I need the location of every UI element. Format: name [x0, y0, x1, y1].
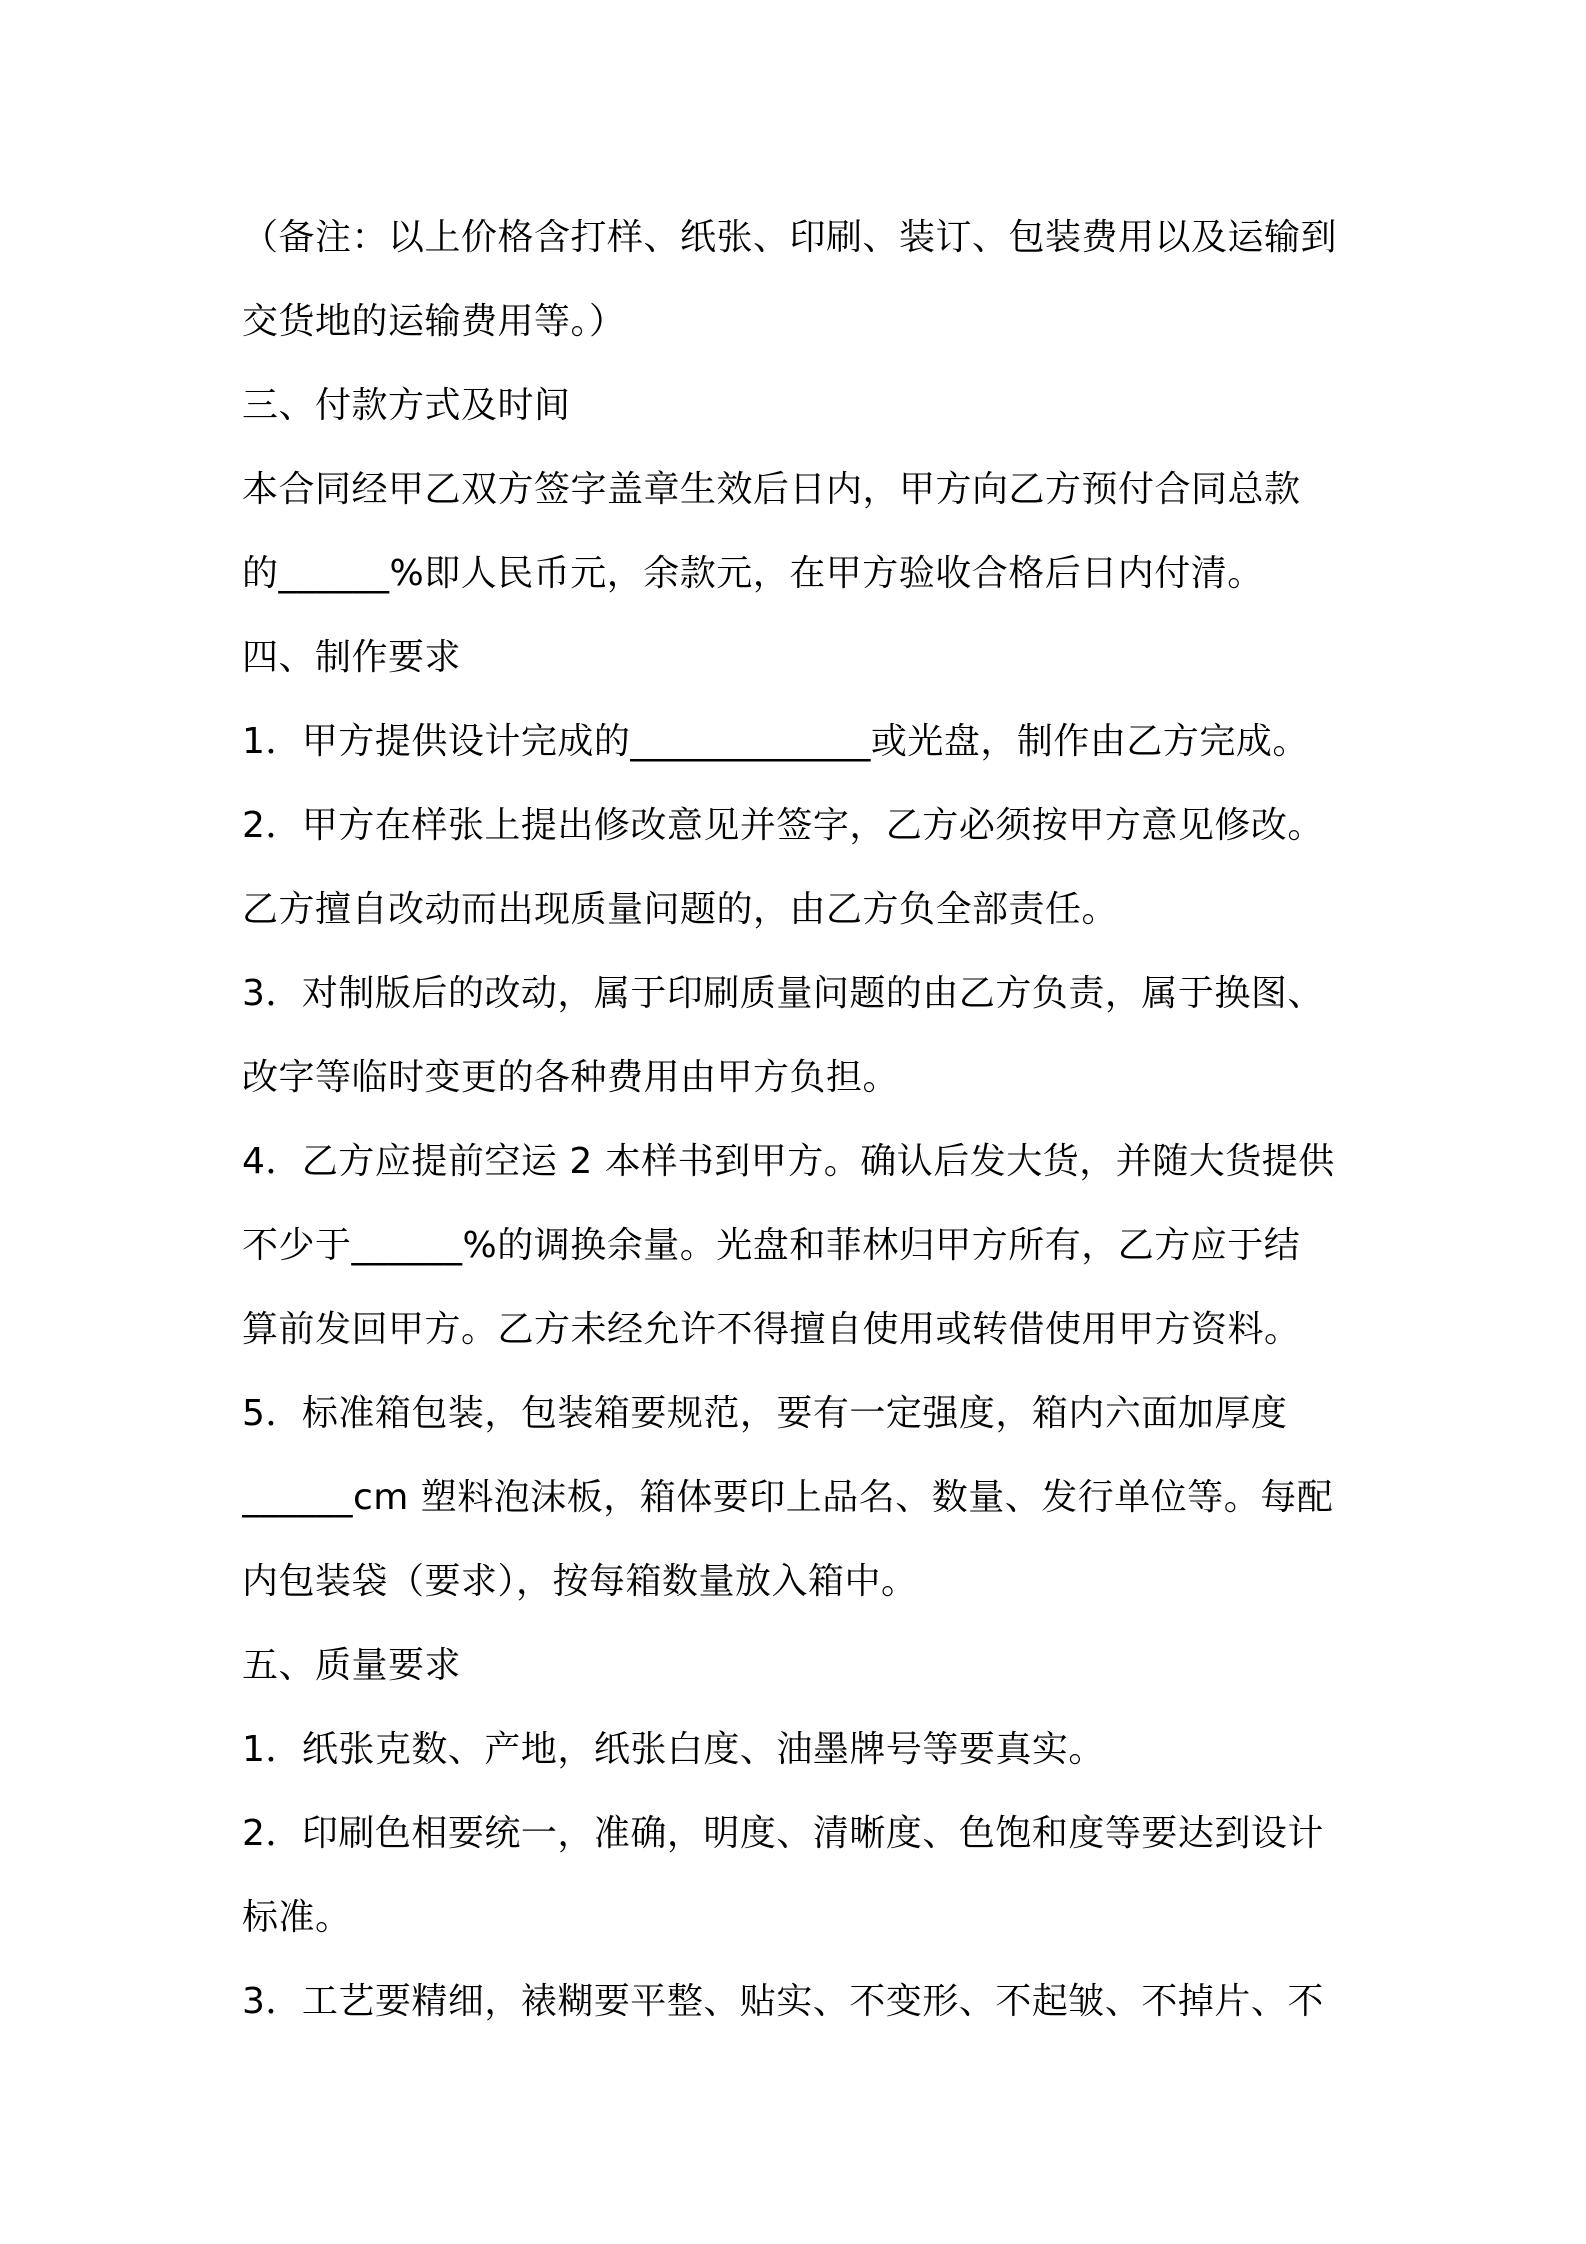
- section-heading-production: 四、制作要求: [242, 637, 462, 678]
- production-item-4-line-1: 4．乙方应提前空运 2 本样书到甲方。确认后发大货，并随大货提供: [242, 1141, 1335, 1182]
- production-item-2-line-1: 2．甲方在样张上提出修改意见并签字，乙方必须按甲方意见修改。: [242, 805, 1324, 846]
- section-heading-payment: 三、付款方式及时间: [242, 385, 571, 426]
- production-item-5-line-3: 内包装袋（要求），按每箱数量放入箱中。: [242, 1561, 918, 1602]
- remark-line-2: 交货地的运输费用等。）: [242, 301, 626, 342]
- production-item-2-line-2: 乙方擅自改动而出现质量问题的，由乙方负全部责任。: [242, 889, 1119, 930]
- production-item-5-line-2: ______cm 塑料泡沫板，箱体要印上品名、数量、发行单位等。每配: [242, 1477, 1334, 1518]
- remark-line-1: （备注：以上价格含打样、纸张、印刷、装订、包装费用以及运输到: [242, 217, 1338, 258]
- payment-line-2: 的______%即人民币元，余款元，在甲方验收合格后日内付清。: [242, 553, 1264, 594]
- production-item-3-line-2: 改字等临时变更的各种费用由甲方负担。: [242, 1057, 900, 1098]
- document-body: [242, 196, 1362, 2044]
- production-item-1: 1．甲方提供设计完成的_____________或光盘，制作由乙方完成。: [242, 721, 1309, 762]
- quality-item-3-line-1: 3．工艺要精细，裱糊要平整、贴实、不变形、不起皱、不掉片、不: [242, 1981, 1324, 2022]
- section-heading-quality: 五、质量要求: [242, 1645, 462, 1686]
- payment-line-1: 本合同经甲乙双方签字盖章生效后日内，甲方向乙方预付合同总款: [242, 469, 1301, 510]
- production-item-4-line-3: 算前发回甲方。乙方未经允许不得擅自使用或转借使用甲方资料。: [242, 1309, 1301, 1350]
- quality-item-2-line-1: 2．印刷色相要统一，准确，明度、清晰度、色饱和度等要达到设计: [242, 1813, 1324, 1854]
- production-item-5-line-1: 5．标准箱包装，包装箱要规范，要有一定强度，箱内六面加厚度: [242, 1393, 1288, 1434]
- quality-item-2-line-2: 标准。: [242, 1897, 352, 1938]
- quality-item-1: 1．纸张克数、产地，纸张白度、油墨牌号等要真实。: [242, 1729, 1105, 1770]
- production-item-4-line-2: 不少于______%的调换余量。光盘和菲林归甲方所有，乙方应于结: [242, 1225, 1301, 1266]
- production-item-3-line-1: 3．对制版后的改动，属于印刷质量问题的由乙方负责，属于换图、: [242, 973, 1324, 1014]
